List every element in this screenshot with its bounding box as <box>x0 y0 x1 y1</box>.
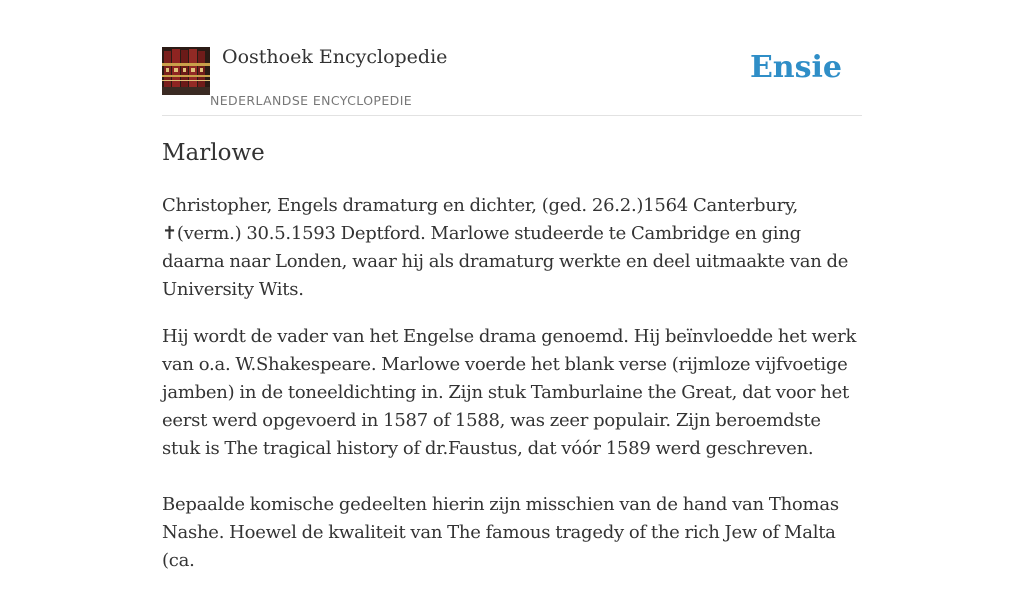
entry-body <box>162 192 862 594</box>
entry-paragraph: Bepaalde komische gedeelten hierin zijn misschien van de hand van Thomas Nashe. Hoewel de kwaliteit van The famous tragedy of the rich Jew of Malta (ca. <box>162 494 839 571</box>
entry-paragraph: Hij wordt de vader van het Engelse drama genoemd. Hij beïnvloedde het werk van o.a. W.Shakespeare. Marlowe voerde het blank verse (rijmloze vijfvoetige jamben) in de toneeldichting in. Zijn stuk Tamburlaine the Great, dat voor het eerst werd opgevoerd in 1587 of 1588, was zeer populair. Zijn beroemdste stuk is The tragical history of dr.Faustus, dat vóór 1589 werd geschreven. <box>162 326 857 459</box>
site-title-link[interactable]: Oosthoek Encyclopedie <box>222 46 448 68</box>
entry-paragraph: Christopher, Engels dramaturg en dichter, (ged. 26.2.)1564 Canterbury, ✝(verm.) 30.5.1593 Deptford. Marlowe studeerde te Cambridge en ging daarna naar Londen, waar hij als dramaturg werkte en deel uitmaakte van de University Wits. <box>162 195 849 300</box>
ensie-brand-logo[interactable]: Ensie <box>749 50 842 85</box>
entry-title: Marlowe <box>162 140 265 166</box>
header-divider <box>162 115 862 116</box>
site-subtitle: NEDERLANDSE ENCYCLOPEDIE <box>210 93 413 108</box>
site-avatar[interactable] <box>162 47 210 95</box>
encyclopedia-books-icon <box>162 47 210 95</box>
page-container <box>162 0 862 571</box>
